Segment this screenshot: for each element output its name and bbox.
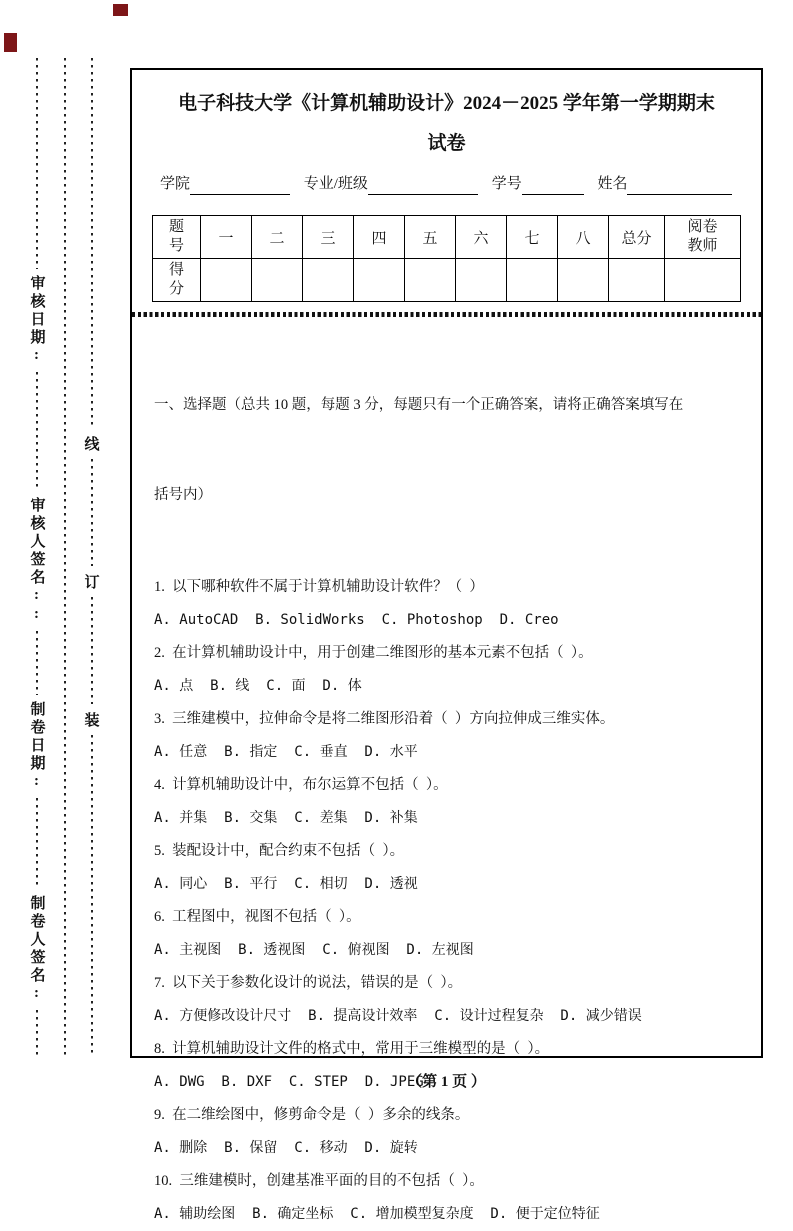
exam-title: [132, 84, 761, 164]
score-table: [152, 215, 741, 302]
score-column-7: 七: [507, 216, 558, 259]
score-column-8: 八: [558, 216, 609, 259]
score-column-3: 三: [303, 216, 354, 259]
page-footer: （第 1 页 ）: [407, 1074, 486, 1090]
dotted-line-segment: [64, 58, 66, 1056]
score-cell: [405, 259, 456, 302]
binding-label-maker-date: 制卷日期:: [28, 700, 45, 792]
field-student-id-blank: [522, 179, 584, 195]
binding-label-reviewer-signature: 审核人签名::: [28, 496, 45, 625]
score-column-4: 四: [354, 216, 405, 259]
binding-char-ding: 订: [84, 574, 100, 591]
section-heading-line2: 括号内）: [154, 487, 212, 503]
question-5-options: A. 同心 B. 平行 C. 相切 D. 透视: [154, 876, 418, 892]
dotted-line-segment: [36, 1010, 38, 1056]
field-college: [160, 176, 290, 192]
question-7-options: A. 方便修改设计尺寸 B. 提高设计效率 C. 设计过程复杂 D. 减少错误: [154, 1008, 642, 1024]
binding-label-column: [27, 58, 47, 1056]
binding-line-column: [82, 58, 102, 1056]
field-major-class: [304, 176, 478, 192]
field-name-label: 姓名: [597, 176, 628, 192]
field-student-id-label: 学号: [491, 176, 522, 192]
score-table-question-number-header: 题号: [153, 216, 201, 259]
score-cell: [456, 259, 507, 302]
score-column-1: 一: [201, 216, 252, 259]
score-table-score-header: 得分: [153, 259, 201, 302]
dotted-line-segment: [36, 372, 38, 491]
score-cell: [507, 259, 558, 302]
student-info-row: [132, 172, 761, 193]
field-name-blank: [627, 179, 732, 195]
field-college-label: 学院: [160, 176, 191, 192]
dotted-line-segment: [91, 58, 93, 428]
question-6-text: 6. 工程图中，视图不包括（ ）。: [154, 909, 361, 925]
score-cell: [201, 259, 252, 302]
binding-label-review-date: 审核日期:: [28, 274, 45, 366]
dotted-line-segment: [36, 798, 38, 890]
field-college-blank: [190, 179, 290, 195]
field-major-class-label: 专业/班级: [303, 176, 368, 192]
score-column-5: 五: [405, 216, 456, 259]
dotted-line-segment: [91, 735, 93, 1056]
question-9-text: 9. 在二维绘图中，修剪命令是（ ）多余的线条。: [154, 1107, 470, 1123]
question-8-options: A. DWG B. DXF C. STEP D. JPEG: [154, 1074, 424, 1090]
question-4-text: 4. 计算机辅助设计中，布尔运算不包括（ ）。: [154, 777, 448, 793]
registration-mark-top: [113, 4, 128, 16]
dotted-line-segment: [36, 631, 38, 695]
exam-title-line1: 电子科技大学《计算机辅助设计》2024－2025 学年第一学期期末: [178, 93, 715, 114]
question-9-options: A. 删除 B. 保留 C. 移动 D. 旋转: [154, 1140, 418, 1156]
registration-mark-left: [4, 33, 17, 52]
binding-label-maker-signature: 制卷人签名:: [28, 895, 45, 1005]
question-6-options: A. 主视图 B. 透视图 C. 俯视图 D. 左视图: [154, 942, 474, 958]
score-cell: [609, 259, 665, 302]
score-column-grader: 阅卷教师: [665, 216, 741, 259]
question-2-text: 2. 在计算机辅助设计中，用于创建二维图形的基本元素不包括（ ）。: [154, 645, 593, 661]
question-3-options: A. 任意 B. 指定 C. 垂直 D. 水平: [154, 744, 418, 760]
binding-char-zhuang: 装: [84, 712, 100, 729]
score-cell: [354, 259, 405, 302]
score-cell: [665, 259, 741, 302]
dotted-separator: [132, 312, 761, 317]
section-heading-line1: 一、选择题（总共 10 题，每题 3 分，每题只有一个正确答案，请将正确答案填写在: [154, 397, 684, 413]
question-3-text: 3. 三维建模中，拉伸命令是将二维图形沿着（ ）方向拉伸成三维实体。: [154, 711, 615, 727]
score-column-total: 总分: [609, 216, 665, 259]
question-7-text: 7. 以下关于参数化设计的说法，错误的是（ ）。: [154, 975, 463, 991]
question-1-options: A. AutoCAD B. SolidWorks C. Photoshop D. Creo: [154, 612, 559, 628]
question-2-options: A. 点 B. 线 C. 面 D. 体: [154, 678, 362, 694]
question-4-options: A. 并集 B. 交集 C. 差集 D. 补集: [154, 810, 418, 826]
question-10-options: A. 辅助绘图 B. 确定坐标 C. 增加模型复杂度 D. 便于定位特征: [154, 1206, 600, 1222]
field-name: [597, 176, 732, 192]
section-heading: [154, 330, 739, 570]
question-10-text: 10. 三维建模时，创建基准平面的目的不包括（ ）。: [154, 1173, 484, 1189]
binding-dotted-line: [55, 58, 75, 1056]
score-cell: [558, 259, 609, 302]
dotted-line-segment: [91, 459, 93, 566]
score-table-header-row: [153, 216, 741, 259]
score-table-score-row: [153, 259, 741, 302]
binding-char-xian: 线: [84, 436, 100, 453]
field-student-id: [492, 176, 584, 192]
dotted-line-segment: [91, 597, 93, 704]
question-1-text: 1. 以下哪种软件不属于计算机辅助设计软件？（ ）: [154, 579, 484, 595]
exam-title-line2: 试卷: [427, 133, 466, 154]
field-major-class-blank: [368, 179, 478, 195]
question-8-text: 8. 计算机辅助设计文件的格式中，常用于三维模型的是（ ）。: [154, 1041, 550, 1057]
score-cell: [303, 259, 354, 302]
dotted-line-segment: [36, 58, 38, 269]
score-column-6: 六: [456, 216, 507, 259]
question-list: [154, 571, 739, 1231]
question-5-text: 5. 装配设计中，配合约束不包括（ ）。: [154, 843, 405, 859]
score-column-2: 二: [252, 216, 303, 259]
score-cell: [252, 259, 303, 302]
